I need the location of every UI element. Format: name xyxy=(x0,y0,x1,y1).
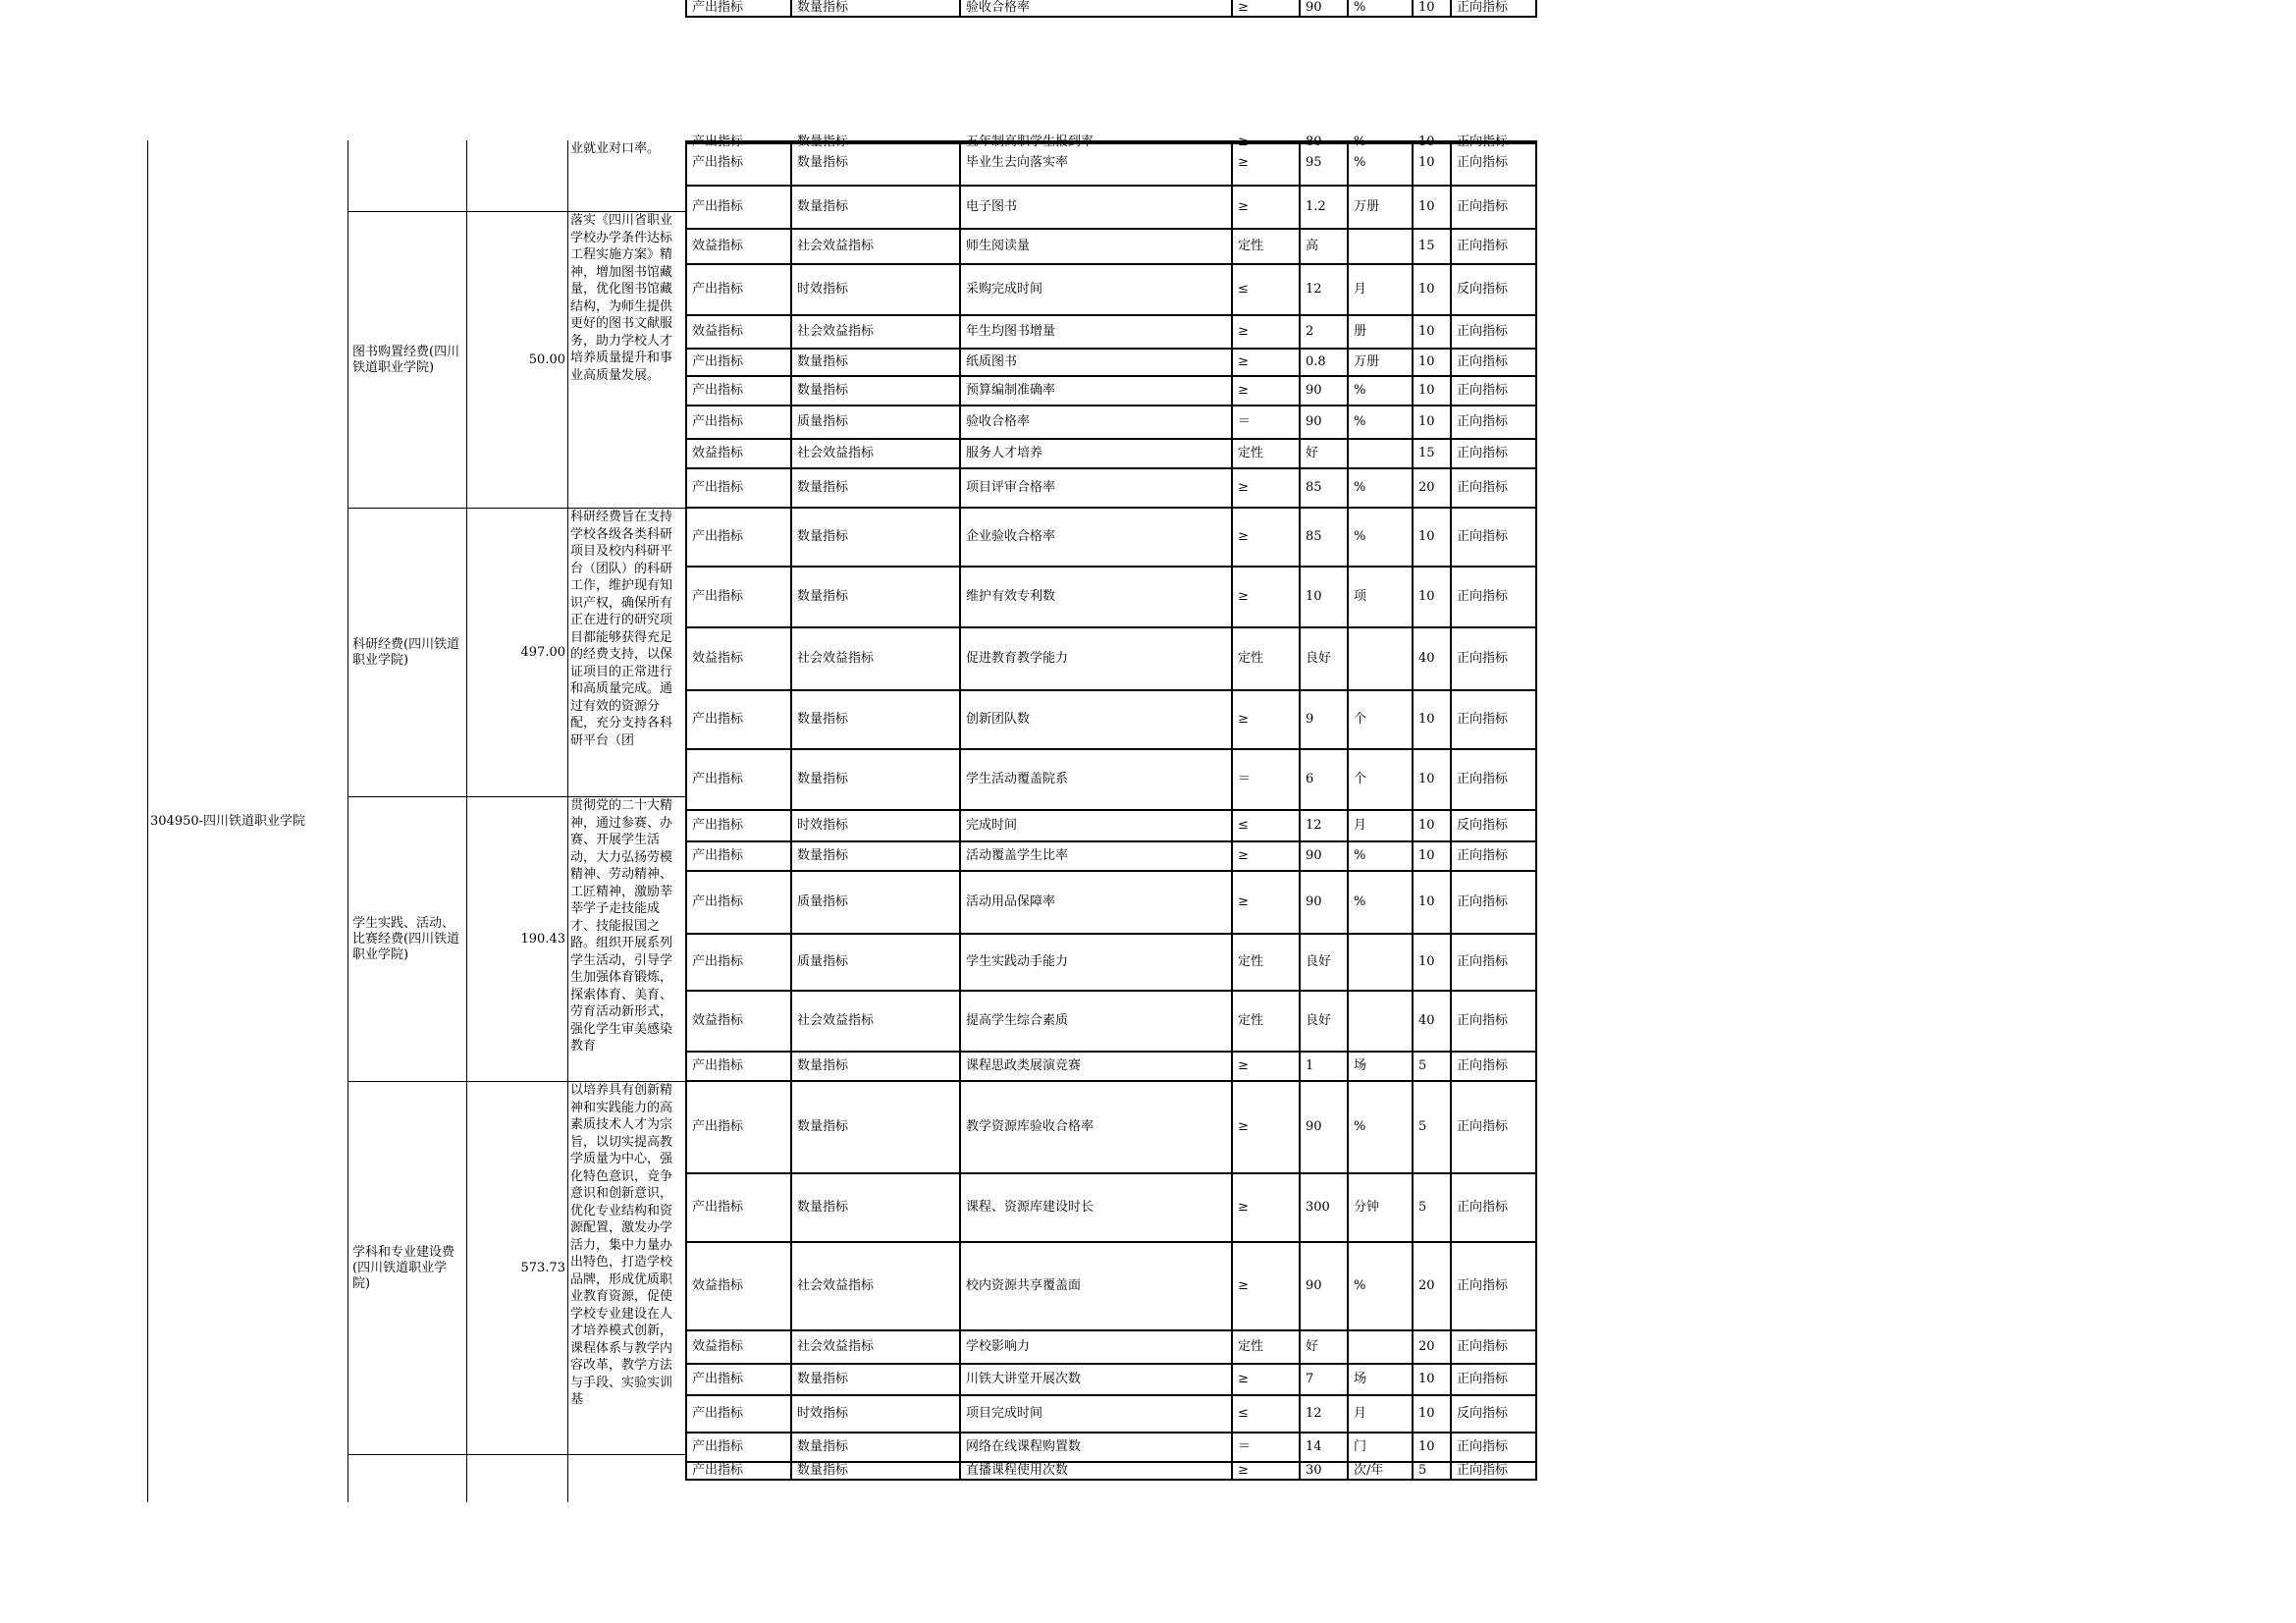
indicator-c7: 10 xyxy=(1412,406,1450,440)
indicator-c4: ≤ xyxy=(1231,265,1299,316)
indicator-c7: 20 xyxy=(1412,469,1450,509)
indicator-c8: 正向指标 xyxy=(1450,992,1537,1053)
indicator-c3: 验收合格率 xyxy=(959,406,1231,440)
indicator-c1: 产出指标 xyxy=(685,265,790,316)
indicator-c8: 正向指标 xyxy=(1450,750,1537,811)
indicator-c2: 数量指标 xyxy=(790,377,959,406)
indicator-c2: 社会效益指标 xyxy=(790,628,959,691)
amount-cell: 190.43 xyxy=(466,797,567,1082)
indicator-c8: 正向指标 xyxy=(1450,0,1537,18)
indicator-c1: 产出指标 xyxy=(685,377,790,406)
indicator-c3: 促进教育教学能力 xyxy=(959,628,1231,691)
indicator-c7: 5 xyxy=(1412,1053,1450,1082)
indicator-c4: ≥ xyxy=(1231,1243,1299,1331)
indicator-c6: 项 xyxy=(1347,568,1412,628)
indicator-c1: 产出指标 xyxy=(685,1365,790,1396)
indicator-c6: % xyxy=(1347,140,1412,187)
amount-cell xyxy=(466,1455,567,1502)
indicator-c4: ≥ xyxy=(1231,1463,1299,1481)
indicator-c7: 10 xyxy=(1412,377,1450,406)
indicator-c2: 社会效益指标 xyxy=(790,1331,959,1365)
indicator-c8: 正向指标 xyxy=(1450,691,1537,750)
indicator-c3: 年生均图书增量 xyxy=(959,316,1231,350)
indicator-c7: 40 xyxy=(1412,628,1450,691)
indicator-c7: 5 xyxy=(1412,1174,1450,1243)
indicator-c1: 产出指标 xyxy=(685,140,790,144)
indicator-c2: 数量指标 xyxy=(790,469,959,509)
indicator-c1: 产出指标 xyxy=(685,509,790,568)
indicator-c4: 定性 xyxy=(1231,1331,1299,1365)
indicator-c2: 数量指标 xyxy=(790,187,959,230)
indicator-c5: 10 xyxy=(1299,568,1347,628)
indicator-c2: 时效指标 xyxy=(790,1396,959,1434)
indicator-c2: 质量指标 xyxy=(790,872,959,935)
indicator-c5: 良好 xyxy=(1299,935,1347,992)
indicator-c5: 良好 xyxy=(1299,628,1347,691)
indicator-c5: 1 xyxy=(1299,1053,1347,1082)
indicator-c5: 14 xyxy=(1299,1434,1347,1463)
indicator-c6: 月 xyxy=(1347,1396,1412,1434)
indicator-c3: 直播课程使用次数 xyxy=(959,1463,1231,1481)
indicator-c8: 正向指标 xyxy=(1450,377,1537,406)
indicator-c4: ≥ xyxy=(1231,0,1299,18)
indicator-c4: ＝ xyxy=(1231,406,1299,440)
item-name-cell: 图书购置经费(四川铁道职业学院) xyxy=(347,212,466,509)
indicator-c2: 社会效益指标 xyxy=(790,440,959,469)
indicator-c4: ≥ xyxy=(1231,1053,1299,1082)
indicator-c2: 数量指标 xyxy=(790,140,959,187)
indicator-c8: 正向指标 xyxy=(1450,842,1537,872)
indicator-c6: % xyxy=(1347,509,1412,568)
indicator-c1: 产出指标 xyxy=(685,1434,790,1463)
indicator-c6: % xyxy=(1347,140,1412,144)
indicator-c7: 10 xyxy=(1412,872,1450,935)
indicator-c1: 产出指标 xyxy=(685,1396,790,1434)
indicator-c3: 五年制高职学生报到率 xyxy=(959,140,1231,144)
indicator-c8: 正向指标 xyxy=(1450,1243,1537,1331)
indicator-c6 xyxy=(1347,1331,1412,1365)
indicator-c8: 正向指标 xyxy=(1450,509,1537,568)
indicator-c4: ≥ xyxy=(1231,140,1299,187)
indicator-c4: ≥ xyxy=(1231,187,1299,230)
indicator-c2: 数量指标 xyxy=(790,842,959,872)
indicator-c5: 0.8 xyxy=(1299,350,1347,377)
indicator-c1: 效益指标 xyxy=(685,628,790,691)
indicator-c6: % xyxy=(1347,872,1412,935)
indicator-c5: 高 xyxy=(1299,230,1347,265)
indicator-c3: 师生阅读量 xyxy=(959,230,1231,265)
indicator-c4: ≥ xyxy=(1231,350,1299,377)
indicator-c7: 10 xyxy=(1412,935,1450,992)
indicator-c6: 万册 xyxy=(1347,187,1412,230)
indicator-c4: ≥ xyxy=(1231,140,1299,144)
indicator-c5: 30 xyxy=(1299,1463,1347,1481)
indicator-c5: 90 xyxy=(1299,406,1347,440)
indicator-c5: 90 xyxy=(1299,0,1347,18)
indicator-c6 xyxy=(1347,440,1412,469)
indicator-c7: 10 xyxy=(1412,265,1450,316)
indicator-c4: ≤ xyxy=(1231,811,1299,842)
indicator-c4: ≥ xyxy=(1231,316,1299,350)
indicator-c6 xyxy=(1347,935,1412,992)
description-cell: 科研经费旨在支持学校各级各类科研项目及校内科研平台（团队）的科研工作，维护现有知识产权，确保所有正在进行的研究项目都能够获得充足的经费支持，以保证项目的正常进行和高质量完成。通过有效的资源分配，充分支持各科研平台（团 xyxy=(567,509,685,797)
indicator-c2: 数量指标 xyxy=(790,350,959,377)
indicator-c6: 月 xyxy=(1347,265,1412,316)
amount-cell: 50.00 xyxy=(466,212,567,509)
indicator-c7: 10 xyxy=(1412,509,1450,568)
item-name-cell: 学生实践、活动、比赛经费(四川铁道职业学院) xyxy=(347,797,466,1082)
indicator-c5: 90 xyxy=(1299,1082,1347,1174)
indicator-c2: 数量指标 xyxy=(790,509,959,568)
indicator-c1: 产出指标 xyxy=(685,187,790,230)
indicator-c3: 学校影响力 xyxy=(959,1331,1231,1365)
indicator-c7: 20 xyxy=(1412,1331,1450,1365)
indicator-c1: 产出指标 xyxy=(685,1082,790,1174)
indicator-c4: ≥ xyxy=(1231,568,1299,628)
indicator-c3: 企业验收合格率 xyxy=(959,509,1231,568)
indicator-c5: 80 xyxy=(1299,140,1347,144)
indicator-c1: 效益指标 xyxy=(685,230,790,265)
indicator-c4: 定性 xyxy=(1231,628,1299,691)
indicator-c7: 10 xyxy=(1412,0,1450,18)
indicator-c1: 效益指标 xyxy=(685,316,790,350)
indicator-c7: 5 xyxy=(1412,1463,1450,1481)
indicator-c2: 数量指标 xyxy=(790,568,959,628)
indicator-c2: 数量指标 xyxy=(790,750,959,811)
indicator-c1: 效益指标 xyxy=(685,440,790,469)
indicator-c4: 定性 xyxy=(1231,230,1299,265)
indicator-c1: 产出指标 xyxy=(685,406,790,440)
indicator-c4: ＝ xyxy=(1231,750,1299,811)
indicator-c5: 好 xyxy=(1299,1331,1347,1365)
indicator-c4: ＝ xyxy=(1231,1434,1299,1463)
indicator-c2: 时效指标 xyxy=(790,811,959,842)
indicator-c7: 10 xyxy=(1412,811,1450,842)
indicator-c8: 正向指标 xyxy=(1450,406,1537,440)
indicator-c8: 正向指标 xyxy=(1450,1174,1537,1243)
indicator-c6: % xyxy=(1347,406,1412,440)
indicator-c5: 12 xyxy=(1299,265,1347,316)
indicator-c1: 产出指标 xyxy=(685,0,790,18)
indicator-c4: ≥ xyxy=(1231,377,1299,406)
indicator-c2: 数量指标 xyxy=(790,0,959,18)
indicator-c8: 正向指标 xyxy=(1450,316,1537,350)
indicator-c1: 产出指标 xyxy=(685,1053,790,1082)
indicator-c2: 数量指标 xyxy=(790,1434,959,1463)
indicator-c5: 1.2 xyxy=(1299,187,1347,230)
indicator-c4: ≥ xyxy=(1231,842,1299,872)
indicator-c8: 正向指标 xyxy=(1450,872,1537,935)
indicator-c7: 15 xyxy=(1412,230,1450,265)
indicator-c6 xyxy=(1347,628,1412,691)
indicator-c1: 产出指标 xyxy=(685,350,790,377)
indicator-c7: 10 xyxy=(1412,1365,1450,1396)
indicator-c4: ≤ xyxy=(1231,1396,1299,1434)
indicator-c8: 正向指标 xyxy=(1450,1365,1537,1396)
unit-cell: 304950-四川铁道职业学院 xyxy=(147,140,347,1502)
indicator-c4: ≥ xyxy=(1231,1082,1299,1174)
indicator-c4: 定性 xyxy=(1231,992,1299,1053)
indicator-c2: 数量指标 xyxy=(790,1463,959,1481)
indicator-c7: 10 xyxy=(1412,1396,1450,1434)
description-cell xyxy=(567,1455,685,1502)
indicator-c8: 正向指标 xyxy=(1450,187,1537,230)
indicator-c2: 时效指标 xyxy=(790,265,959,316)
indicator-c1: 产出指标 xyxy=(685,140,790,187)
indicator-c2: 数量指标 xyxy=(790,1053,959,1082)
indicator-c4: ≥ xyxy=(1231,509,1299,568)
indicator-c7: 10 xyxy=(1412,187,1450,230)
indicator-c7: 40 xyxy=(1412,992,1450,1053)
indicator-c8: 正向指标 xyxy=(1450,350,1537,377)
description-cell: 以培养具有创新精神和实践能力的高素质技术人才为宗旨，以切实提高教学质量为中心，强化特色意识，竞争意识和创新意识，优化专业结构和资源配置，激发办学活力，集中力量办出特色，打造学校品牌，形成优质职业教育资源，促使学校专业建设在人才培养模式创新，课程体系与教学内容改革，教学方法与手段、实验实训基 xyxy=(567,1082,685,1455)
indicator-c6: 场 xyxy=(1347,1365,1412,1396)
indicator-c7: 10 xyxy=(1412,750,1450,811)
indicator-c1: 产出指标 xyxy=(685,1463,790,1481)
indicator-c2: 质量指标 xyxy=(790,935,959,992)
indicator-c2: 数量指标 xyxy=(790,691,959,750)
description-cell: 业就业对口率。 xyxy=(567,140,685,212)
indicator-c6: % xyxy=(1347,1243,1412,1331)
indicator-c7: 5 xyxy=(1412,1082,1450,1174)
indicator-c6: % xyxy=(1347,469,1412,509)
indicator-c3: 项目完成时间 xyxy=(959,1396,1231,1434)
indicator-c5: 12 xyxy=(1299,1396,1347,1434)
item-name-cell xyxy=(347,1455,466,1502)
item-name-cell: 学科和专业建设费(四川铁道职业学院) xyxy=(347,1082,466,1455)
indicator-c5: 90 xyxy=(1299,842,1347,872)
amount-cell: 573.73 xyxy=(466,1082,567,1455)
indicator-c8: 正向指标 xyxy=(1450,1434,1537,1463)
indicator-c6: % xyxy=(1347,1082,1412,1174)
indicator-c3: 完成时间 xyxy=(959,811,1231,842)
indicator-c3: 教学资源库验收合格率 xyxy=(959,1082,1231,1174)
indicator-c2: 社会效益指标 xyxy=(790,992,959,1053)
indicator-c3: 课程、资源库建设时长 xyxy=(959,1174,1231,1243)
indicator-c7: 20 xyxy=(1412,1243,1450,1331)
indicator-c8: 反向指标 xyxy=(1450,265,1537,316)
indicator-c1: 产出指标 xyxy=(685,750,790,811)
indicator-c6: 次/年 xyxy=(1347,1463,1412,1481)
indicator-c4: ≥ xyxy=(1231,691,1299,750)
indicator-c2: 数量指标 xyxy=(790,1365,959,1396)
indicator-c1: 产出指标 xyxy=(685,872,790,935)
indicator-c3: 项目评审合格率 xyxy=(959,469,1231,509)
indicator-c8: 反向指标 xyxy=(1450,1396,1537,1434)
indicator-c3: 提高学生综合素质 xyxy=(959,992,1231,1053)
indicator-c5: 85 xyxy=(1299,509,1347,568)
item-name-cell xyxy=(347,140,466,212)
indicator-c3: 采购完成时间 xyxy=(959,265,1231,316)
indicator-c3: 毕业生去向落实率 xyxy=(959,140,1231,187)
indicator-c8: 正向指标 xyxy=(1450,1082,1537,1174)
amount-cell xyxy=(466,140,567,212)
indicator-c3: 创新团队数 xyxy=(959,691,1231,750)
indicator-c5: 95 xyxy=(1299,140,1347,187)
indicator-c3: 预算编制准确率 xyxy=(959,377,1231,406)
indicator-c7: 10 xyxy=(1412,842,1450,872)
indicator-c3: 学生实践动手能力 xyxy=(959,935,1231,992)
indicator-c1: 产出指标 xyxy=(685,811,790,842)
indicator-c5: 90 xyxy=(1299,1243,1347,1331)
indicator-c5: 2 xyxy=(1299,316,1347,350)
indicator-c6: 万册 xyxy=(1347,350,1412,377)
indicator-c5: 良好 xyxy=(1299,992,1347,1053)
indicator-c6: % xyxy=(1347,842,1412,872)
indicator-c2: 质量指标 xyxy=(790,406,959,440)
indicator-c8: 正向指标 xyxy=(1450,568,1537,628)
indicator-c7: 10 xyxy=(1412,1434,1450,1463)
indicator-c3: 学生活动覆盖院系 xyxy=(959,750,1231,811)
indicator-c1: 效益指标 xyxy=(685,1331,790,1365)
indicator-c6: % xyxy=(1347,0,1412,18)
indicator-c6: % xyxy=(1347,377,1412,406)
indicator-c8: 反向指标 xyxy=(1450,811,1537,842)
indicator-c5: 85 xyxy=(1299,469,1347,509)
indicator-c1: 效益指标 xyxy=(685,1243,790,1331)
indicator-c5: 300 xyxy=(1299,1174,1347,1243)
indicator-c4: 定性 xyxy=(1231,440,1299,469)
indicator-c4: ≥ xyxy=(1231,872,1299,935)
indicator-c6: 分钟 xyxy=(1347,1174,1412,1243)
description-cell: 贯彻党的二十大精神，通过参赛、办赛、开展学生活动，大力弘扬劳模精神、劳动精神、工匠精神，激励莘莘学子走技能成才、技能报国之路。组织开展系列学生活动，引导学生加强体育锻炼，探索体育、美育、劳育活动新形式，强化学生审美感染教育 xyxy=(567,797,685,1082)
indicator-c8: 正向指标 xyxy=(1450,440,1537,469)
indicator-c6: 个 xyxy=(1347,750,1412,811)
indicator-c2: 数量指标 xyxy=(790,140,959,144)
indicator-c4: ≥ xyxy=(1231,1365,1299,1396)
indicator-c8: 正向指标 xyxy=(1450,1053,1537,1082)
indicator-c6: 个 xyxy=(1347,691,1412,750)
item-name-cell: 科研经费(四川铁道职业学院) xyxy=(347,509,466,797)
indicator-c5: 7 xyxy=(1299,1365,1347,1396)
indicator-c8: 正向指标 xyxy=(1450,140,1537,144)
indicator-c1: 效益指标 xyxy=(685,992,790,1053)
indicator-c7: 10 xyxy=(1412,691,1450,750)
indicator-c8: 正向指标 xyxy=(1450,469,1537,509)
indicator-c3: 电子图书 xyxy=(959,187,1231,230)
amount-cell: 497.00 xyxy=(466,509,567,797)
indicator-c5: 90 xyxy=(1299,377,1347,406)
indicator-c1: 产出指标 xyxy=(685,935,790,992)
indicator-c1: 产出指标 xyxy=(685,568,790,628)
indicator-c8: 正向指标 xyxy=(1450,935,1537,992)
indicator-c5: 90 xyxy=(1299,872,1347,935)
indicator-c5: 好 xyxy=(1299,440,1347,469)
indicator-c7: 10 xyxy=(1412,140,1450,144)
indicator-c4: ≥ xyxy=(1231,1174,1299,1243)
indicator-c8: 正向指标 xyxy=(1450,628,1537,691)
indicator-c2: 数量指标 xyxy=(790,1174,959,1243)
indicator-c3: 活动用品保障率 xyxy=(959,872,1231,935)
indicator-c6 xyxy=(1347,992,1412,1053)
indicator-c5: 9 xyxy=(1299,691,1347,750)
indicator-c5: 12 xyxy=(1299,811,1347,842)
indicator-c4: 定性 xyxy=(1231,935,1299,992)
indicator-c3: 校内资源共享覆盖面 xyxy=(959,1243,1231,1331)
indicator-c3: 川铁大讲堂开展次数 xyxy=(959,1365,1231,1396)
indicator-c1: 产出指标 xyxy=(685,691,790,750)
description-cell: 落实《四川省职业学校办学条件达标工程实施方案》精神，增加图书馆藏量，优化图书馆藏结构，为师生提供更好的图书文献服务，助力学校人才培养质量提升和事业高质量发展。 xyxy=(567,212,685,509)
indicator-c7: 10 xyxy=(1412,350,1450,377)
indicator-c1: 产出指标 xyxy=(685,1174,790,1243)
indicator-c3: 服务人才培养 xyxy=(959,440,1231,469)
indicator-c7: 10 xyxy=(1412,568,1450,628)
indicator-c3: 纸质图书 xyxy=(959,350,1231,377)
indicator-c3: 课程思政类展演竞赛 xyxy=(959,1053,1231,1082)
indicator-c1: 产出指标 xyxy=(685,842,790,872)
indicator-c7: 10 xyxy=(1412,140,1450,187)
indicator-c8: 正向指标 xyxy=(1450,1331,1537,1365)
indicator-c6: 门 xyxy=(1347,1434,1412,1463)
indicator-c6 xyxy=(1347,230,1412,265)
indicator-c3: 维护有效专利数 xyxy=(959,568,1231,628)
indicator-c6: 场 xyxy=(1347,1053,1412,1082)
indicator-c3: 验收合格率 xyxy=(959,0,1231,18)
indicator-c2: 社会效益指标 xyxy=(790,1243,959,1331)
indicator-c5: 6 xyxy=(1299,750,1347,811)
indicator-c8: 正向指标 xyxy=(1450,140,1537,187)
indicator-c2: 社会效益指标 xyxy=(790,230,959,265)
indicator-c3: 活动覆盖学生比率 xyxy=(959,842,1231,872)
indicator-c4: ≥ xyxy=(1231,469,1299,509)
indicator-c2: 社会效益指标 xyxy=(790,316,959,350)
indicator-c8: 正向指标 xyxy=(1450,230,1537,265)
indicator-c7: 15 xyxy=(1412,440,1450,469)
indicator-c6: 月 xyxy=(1347,811,1412,842)
indicator-c8: 正向指标 xyxy=(1450,1463,1537,1481)
indicator-c2: 数量指标 xyxy=(790,1082,959,1174)
indicator-c6: 册 xyxy=(1347,316,1412,350)
indicator-c3: 网络在线课程购置数 xyxy=(959,1434,1231,1463)
indicator-c1: 产出指标 xyxy=(685,469,790,509)
indicator-c7: 10 xyxy=(1412,316,1450,350)
